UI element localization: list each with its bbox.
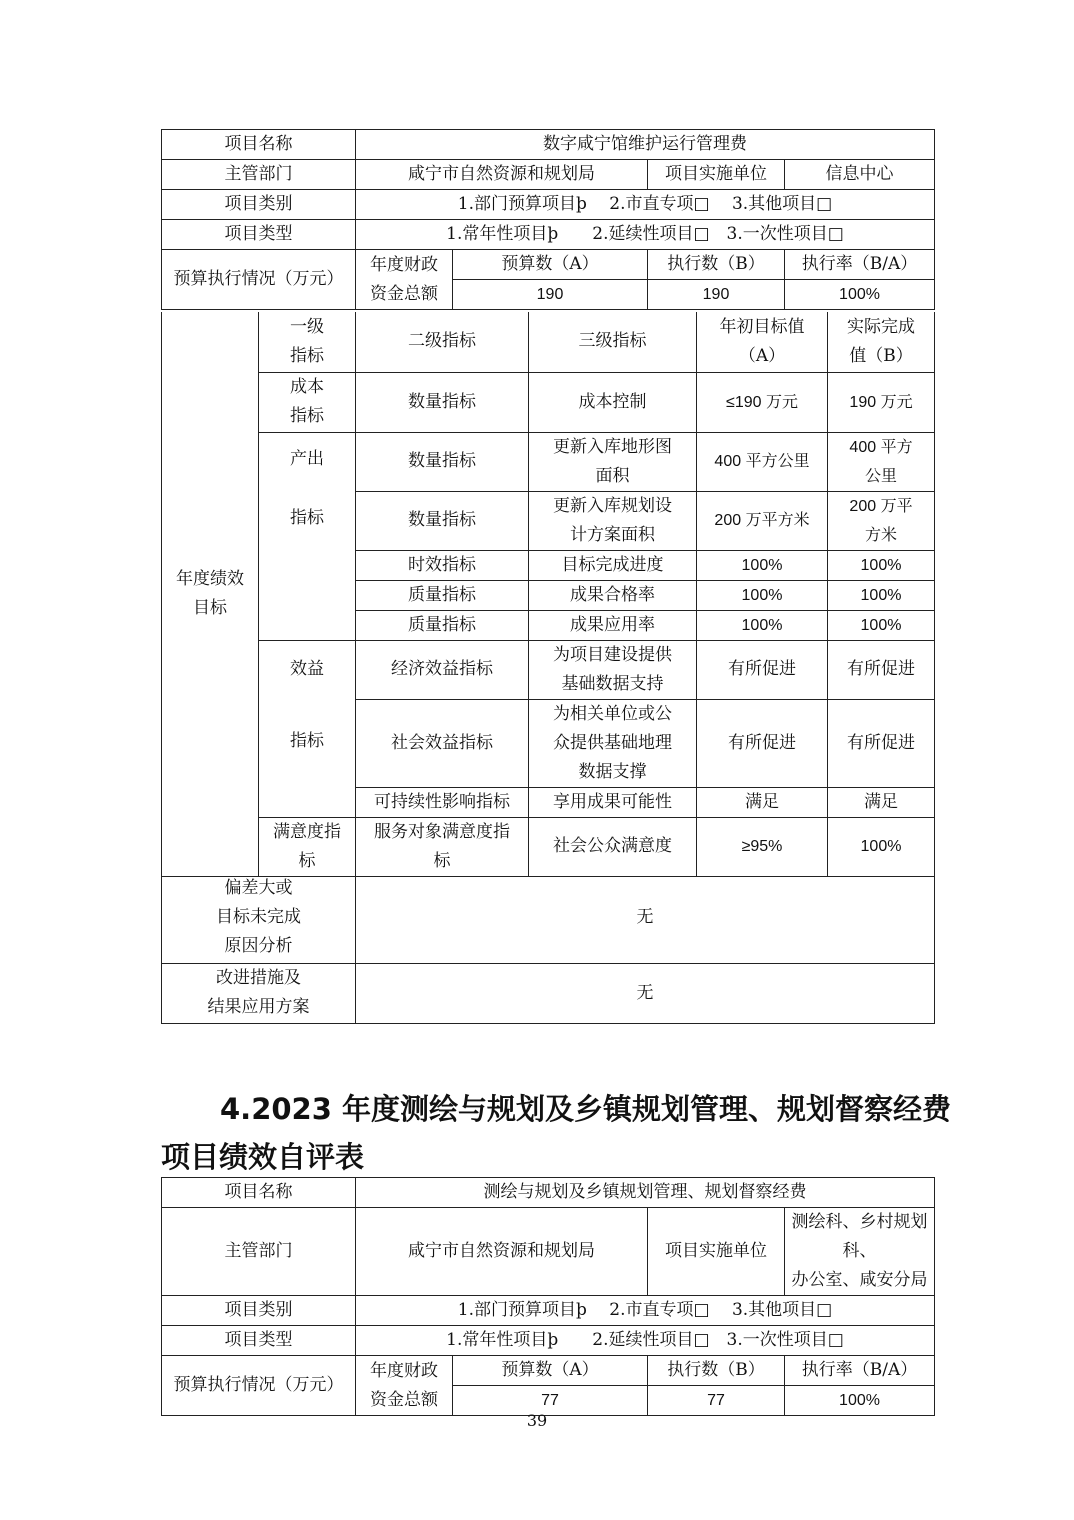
label-dept: 主管部门 bbox=[162, 160, 356, 190]
head-level1-line2: 指标 bbox=[290, 345, 324, 366]
row6-l3-line2: 基础数据支持 bbox=[561, 673, 664, 694]
deviation-table bbox=[161, 872, 935, 1024]
head-target-line1: 年初目标值 bbox=[719, 316, 805, 337]
level1-satisfaction bbox=[259, 817, 356, 876]
deviation-line3: 原因分析 bbox=[224, 935, 293, 956]
label-deviation bbox=[162, 872, 356, 963]
head-actual bbox=[828, 312, 935, 372]
head-level3: 三级指标 bbox=[529, 312, 697, 372]
row2-actual bbox=[828, 491, 935, 550]
level1-output bbox=[259, 432, 356, 640]
value-type: 1.常年性项目þ 2.延续性项目□ 3.一次性项目□ bbox=[356, 220, 935, 250]
performance-table-2 bbox=[161, 1177, 935, 1416]
row5-l3: 成果应用率 bbox=[529, 610, 697, 640]
row3-actual: 100% bbox=[828, 550, 935, 580]
t2-exec-value: 77 bbox=[648, 1386, 785, 1416]
row8-target: 满足 bbox=[697, 787, 828, 817]
head-actual-line1: 实际完成 bbox=[847, 316, 915, 337]
t2-label-impl: 项目实施单位 bbox=[648, 1208, 785, 1296]
value-improve: 无 bbox=[356, 963, 935, 1023]
t2-fund-line1: 年度财政 bbox=[370, 1360, 438, 1381]
improve-line1: 改进措施及 bbox=[216, 968, 301, 988]
col-budget: 预算数（A） bbox=[453, 250, 648, 280]
label-fund-total bbox=[356, 250, 453, 310]
t2-impl-line2: 办公室、咸安分局 bbox=[791, 1270, 928, 1290]
t2-label-category: 项目类别 bbox=[162, 1296, 356, 1326]
level1-benefit bbox=[259, 640, 356, 817]
cost-line1: 成本 bbox=[290, 377, 324, 397]
row7-l3-line3: 数据支撑 bbox=[578, 761, 647, 782]
row7-l3-line2: 众提供基础地理 bbox=[553, 732, 672, 753]
label-project-name: 项目名称 bbox=[162, 130, 356, 160]
row1-target: 400 平方公里 bbox=[697, 432, 828, 491]
performance-table-1 bbox=[161, 129, 935, 310]
output-line2: 指标 bbox=[290, 507, 324, 528]
row2-actual-line1: 200 万平 bbox=[849, 497, 913, 515]
t2-label-type: 项目类型 bbox=[162, 1326, 356, 1356]
performance-indicators-table bbox=[161, 312, 935, 877]
deviation-line2: 目标未完成 bbox=[216, 906, 301, 927]
head-actual-line2: 值（B） bbox=[849, 345, 913, 366]
row6-target: 有所促进 bbox=[697, 640, 828, 699]
t2-budget-value: 77 bbox=[453, 1386, 648, 1416]
row3-target: 100% bbox=[697, 550, 828, 580]
t2-value-project-name: 测绘与规划及乡镇规划管理、规划督察经费 bbox=[356, 1178, 935, 1208]
row6-l2: 经济效益指标 bbox=[356, 640, 529, 699]
annual-goal-line2: 目标 bbox=[193, 597, 227, 618]
row5-actual: 100% bbox=[828, 610, 935, 640]
t2-value-category: 1.部门预算项目þ 2.市直专项□ 3.其他项目□ bbox=[356, 1296, 935, 1326]
deviation-line1: 偏差大或 bbox=[224, 877, 293, 898]
row1-l3-line1: 更新入库地形图 bbox=[553, 436, 672, 457]
t2-fund-line2: 资金总额 bbox=[370, 1389, 438, 1410]
row6-l3-line1: 为项目建设提供 bbox=[553, 644, 672, 665]
row7-actual: 有所促进 bbox=[828, 699, 935, 787]
value-dept: 咸宁市自然资源和规划局 bbox=[356, 160, 648, 190]
head-target-line2: （A） bbox=[738, 345, 786, 366]
row9-target: ≥95% bbox=[697, 817, 828, 876]
level1-cost bbox=[259, 372, 356, 432]
row4-target: 100% bbox=[697, 580, 828, 610]
row9-l2 bbox=[356, 817, 529, 876]
section-heading-line2: 项目绩效自评表 bbox=[161, 1140, 365, 1174]
row6-actual: 有所促进 bbox=[828, 640, 935, 699]
t2-label-budget: 预算执行情况（万元） bbox=[162, 1356, 356, 1416]
row3-l3: 目标完成进度 bbox=[529, 550, 697, 580]
row1-l3-line2: 面积 bbox=[595, 465, 630, 486]
row4-l2: 质量指标 bbox=[356, 580, 529, 610]
t2-label-dept: 主管部门 bbox=[162, 1208, 356, 1296]
t2-label-fund-total bbox=[356, 1356, 453, 1416]
head-level2: 二级指标 bbox=[356, 312, 529, 372]
cost-line2: 指标 bbox=[290, 406, 324, 426]
row0-l2: 数量指标 bbox=[356, 372, 529, 432]
row6-l3 bbox=[529, 640, 697, 699]
label-type: 项目类型 bbox=[162, 220, 356, 250]
row9-l2-line2: 标 bbox=[433, 850, 451, 871]
t2-label-project-name: 项目名称 bbox=[162, 1178, 356, 1208]
rate-value: 100% bbox=[785, 280, 935, 310]
row7-l3 bbox=[529, 699, 697, 787]
label-impl: 项目实施单位 bbox=[648, 160, 785, 190]
t2-impl-line1: 测绘科、乡村规划科、 bbox=[791, 1212, 928, 1261]
value-project-name: 数字咸宁馆维护运行管理费 bbox=[356, 130, 935, 160]
fund-label-line1: 年度财政 bbox=[370, 254, 438, 275]
row0-l3: 成本控制 bbox=[529, 372, 697, 432]
satisfaction-line1: 满意度指 bbox=[273, 821, 341, 842]
row1-actual-line2: 公里 bbox=[864, 467, 897, 485]
row3-l2: 时效指标 bbox=[356, 550, 529, 580]
row9-l3: 社会公众满意度 bbox=[529, 817, 697, 876]
row4-actual: 100% bbox=[828, 580, 935, 610]
row2-target: 200 万平方米 bbox=[697, 491, 828, 550]
col-rate: 执行率（B/A） bbox=[785, 250, 935, 280]
row4-l3: 成果合格率 bbox=[529, 580, 697, 610]
fund-label-line2: 资金总额 bbox=[370, 283, 438, 304]
budget-value: 190 bbox=[453, 280, 648, 310]
row1-l2: 数量指标 bbox=[356, 432, 529, 491]
row5-l2: 质量指标 bbox=[356, 610, 529, 640]
row2-actual-line2: 方米 bbox=[864, 526, 897, 544]
exec-value: 190 bbox=[648, 280, 785, 310]
row8-actual: 满足 bbox=[828, 787, 935, 817]
t2-value-impl bbox=[785, 1208, 935, 1296]
head-target bbox=[697, 312, 828, 372]
benefit-line1: 效益 bbox=[290, 658, 324, 679]
section-heading-line1: 4.2023 年度测绘与规划及乡镇规划管理、规划督察经费 bbox=[220, 1092, 952, 1126]
t2-col-budget: 预算数（A） bbox=[453, 1356, 648, 1386]
row7-l3-line1: 为相关单位或公 bbox=[553, 703, 672, 724]
satisfaction-line2: 标 bbox=[298, 850, 316, 871]
row7-target: 有所促进 bbox=[697, 699, 828, 787]
output-line1: 产出 bbox=[290, 448, 324, 469]
t2-col-exec: 执行数（B） bbox=[648, 1356, 785, 1386]
row8-l2: 可持续性影响指标 bbox=[356, 787, 529, 817]
t2-value-dept: 咸宁市自然资源和规划局 bbox=[356, 1208, 648, 1296]
t2-rate-value: 100% bbox=[785, 1386, 935, 1416]
row7-l2: 社会效益指标 bbox=[356, 699, 529, 787]
row1-actual bbox=[828, 432, 935, 491]
annual-goal-cell bbox=[162, 312, 259, 876]
row1-actual-line1: 400 平方 bbox=[849, 438, 913, 456]
row1-l3 bbox=[529, 432, 697, 491]
row2-l3-line2: 计方案面积 bbox=[570, 524, 655, 545]
row2-l3 bbox=[529, 491, 697, 550]
col-exec: 执行数（B） bbox=[648, 250, 785, 280]
benefit-line2: 指标 bbox=[290, 730, 324, 751]
page-number: 39 bbox=[526, 1411, 548, 1430]
row0-actual: 190 万元 bbox=[828, 372, 935, 432]
label-category: 项目类别 bbox=[162, 190, 356, 220]
row9-l2-line1: 服务对象满意度指 bbox=[374, 821, 510, 842]
head-level1-line1: 一级 bbox=[290, 316, 324, 337]
annual-goal-line1: 年度绩效 bbox=[176, 568, 244, 589]
row9-actual: 100% bbox=[828, 817, 935, 876]
row8-l3: 享用成果可能性 bbox=[529, 787, 697, 817]
improve-line2: 结果应用方案 bbox=[207, 997, 310, 1017]
label-budget: 预算执行情况（万元） bbox=[162, 250, 356, 310]
label-improve bbox=[162, 963, 356, 1023]
value-impl: 信息中心 bbox=[785, 160, 935, 190]
row5-target: 100% bbox=[697, 610, 828, 640]
row0-target: ≤190 万元 bbox=[697, 372, 828, 432]
value-category: 1.部门预算项目þ 2.市直专项□ 3.其他项目□ bbox=[356, 190, 935, 220]
row2-l2: 数量指标 bbox=[356, 491, 529, 550]
row2-l3-line1: 更新入库规划设 bbox=[553, 495, 672, 516]
t2-col-rate: 执行率（B/A） bbox=[785, 1356, 935, 1386]
head-level1 bbox=[259, 312, 356, 372]
t2-value-type: 1.常年性项目þ 2.延续性项目□ 3.一次性项目□ bbox=[356, 1326, 935, 1356]
value-deviation: 无 bbox=[356, 872, 935, 963]
